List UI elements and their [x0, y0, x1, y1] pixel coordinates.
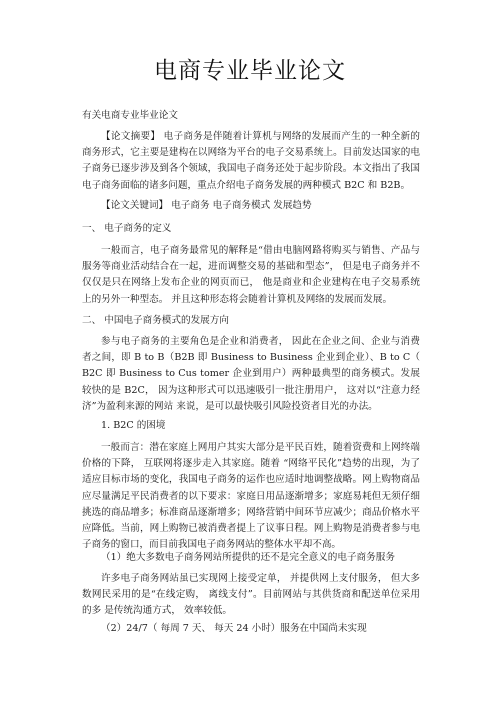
keywords-line: 【论文关键词】 电子商务 电子商务模式 发展趋势 — [101, 200, 312, 211]
definition-paragraph: 一般而言，电子商务最常见的解释是“借由电脑网路将购买与销售、产品与服务等商业活动结合在一起，进而调整交易的基础和型态”， 但是电子商务并不仅仅是只在网络上发布企业的网页而已， 他是商业和企业建构在电子交易系统上的另外一种型态。 并且这种形态将会随着计算机及网络的发展而发展。 — [82, 245, 420, 305]
modes-paragraph: 参与电子商务的主要角色是企业和消费者， 因此在企业之间、企业与消费 者之间，即 B to B（B2B 即 Business to Business 企业到企业）、B to C（ B2C 即 Business to Cus tomer 企业到用户）两种最典型的商务模式。发展较快的是 B2C， 因为这种形式可以迅速吸引一批注册用户， 这对以“注意力经济”为盈利来源的网站 来说，是可以最快吸引风险投资者目光的办法。 — [82, 336, 420, 412]
point-1-paragraph: 许多电子商务网站虽已实现网上接受定单， 并提供网上支付服务， 但大多 数网民采用的是“在线定购， 离线支付”。目前网站与其供货商和配送单位采用的多 是传统沟通方式， 效率较低。 — [82, 573, 420, 617]
point-2-heading: （2）24/7（ 每周 7 天、 每天 24 小时）服务在中国尚未实现 — [101, 623, 367, 634]
b2c-paragraph: 一般而言：潜在家庭上网用户其实大部分是平民百姓，随着资费和上网终端价格的下降， 互联网将逐步走入其家庭。随着 “网络平民化”趋势的出现，为了适应目标市场的变化，我国电子商务的运作也应适时地调整战略。网上购物商品应尽量满足平民消费者的以下要求：家庭日用品逐渐增多；家庭易耗但无须仔细挑选的商品增多；标准商品逐渐增多；网络营销中间环节应减少；商品价格水平应降低。当前，网上购物已被消费者提上了议事日程。网上购物是消费者参与电子商务的窗口，而目前我国电子商务网站的整体水平却不高。 — [82, 442, 420, 551]
subheading-b2c: 1. B2C 的困境 — [101, 420, 166, 431]
section-heading-2: 二、 中国电子商务模式的发展方向 — [82, 315, 229, 326]
point-1-heading: （1）绝大多数电子商务网站所提供的还不是完全意义的电子商务服务 — [101, 552, 395, 563]
intro-line: 有关电商专业毕业论文 — [82, 110, 178, 121]
abstract-paragraph: 【论文摘要】 电子商务是伴随着计算机与网络的发展而产生的一种全新的商务形式，它主要是建构在以网络为平台的电子交易系统上。目前发达国家的电子商务已逐步涉及到各个领域，我国电子商务还处于起步阶段。本文指出了我国电子商务面临的诸多问题，重点介绍电子商务发展的两种模式 B2C 和 B2B。 — [82, 131, 420, 191]
section-heading-1: 一、 电子商务的定义 — [82, 223, 172, 234]
page-title: 电商专业毕业论文 — [154, 58, 346, 84]
